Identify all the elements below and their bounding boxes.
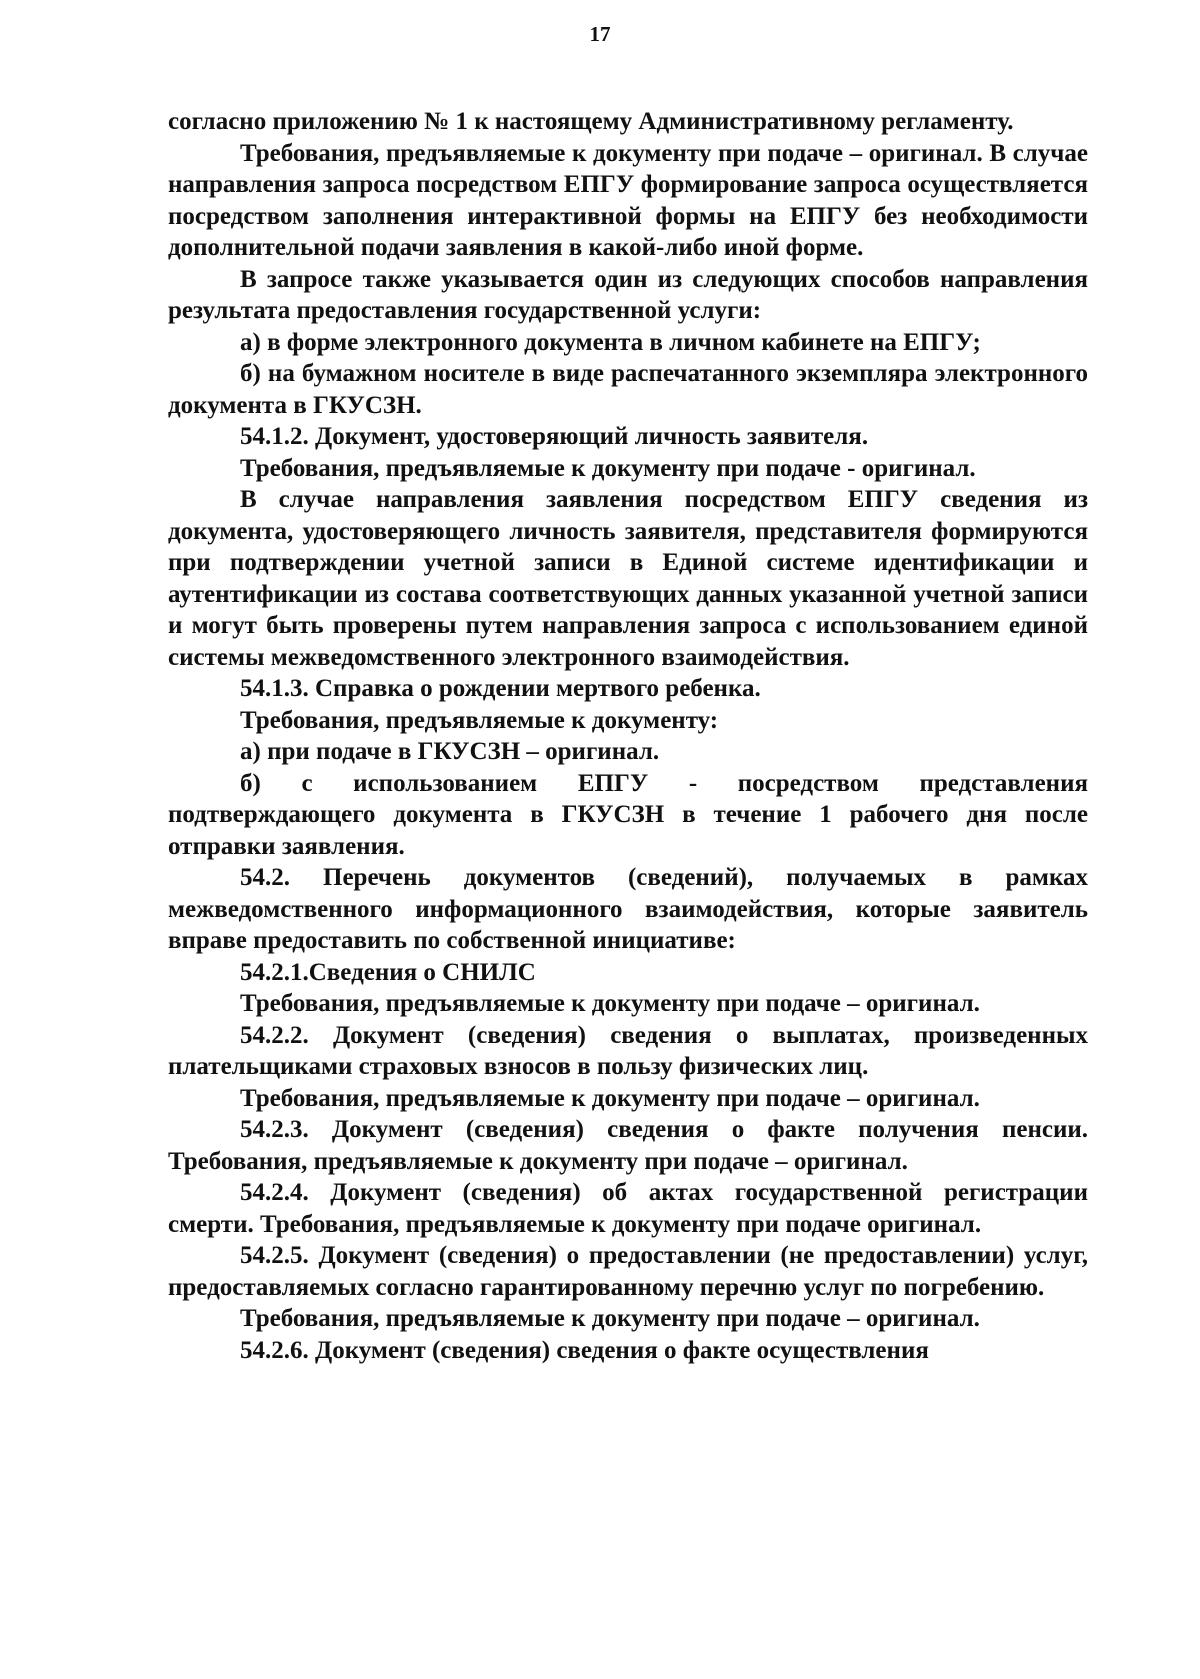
section-heading: 54.2.6. Документ (сведения) сведения о факте осуществления bbox=[240, 1336, 929, 1364]
paragraph: В случае направления заявления посредством ЕПГУ сведения из документа, удостоверяющего личность заявителя, представителя формируются при подтверждении учетной записи в Единой системе идентификации и аутентификации из состава соответствующих данных указанной учетной записи и могут быть проверены путем направления запроса с использованием единой системы межведомственного электронного взаимодействия. bbox=[168, 486, 1088, 671]
paragraph: согласно приложению № 1 к настоящему Административному регламенту. bbox=[168, 108, 1014, 135]
section-heading: 54.2. Перечень документов (сведений), получаемых в рамках межведомственного информационного взаимодействия, которые заявитель вправе предоставить по собственной инициативе: bbox=[168, 864, 1088, 954]
paragraph: Требования, предъявляемые к документу при подаче – оригинал. bbox=[240, 990, 980, 1017]
paragraph: В запросе также указывается один из следующих способов направления результата предоставления государственной услуги: bbox=[168, 265, 1088, 324]
section-heading: 54.2.4. Документ (сведения) об актах государственной регистрации смерти. Требования, предъявляемые к документу при подаче оригинал. bbox=[168, 1179, 1088, 1238]
paragraph: Требования, предъявляемые к документу при подаче – оригинал. bbox=[240, 1084, 980, 1112]
paragraph: Требования, предъявляемые к документу при подаче - оригинал. bbox=[240, 454, 976, 482]
page-number: 17 bbox=[589, 22, 611, 46]
section-heading: 54.2.2. Документ (сведения) сведения о выплатах, произведенных плательщиками страховых взносов в пользу физических лиц. bbox=[168, 1021, 1088, 1080]
paragraph: Требования, предъявляемые к документу при подаче – оригинал. bbox=[240, 1305, 980, 1332]
paragraph: Требования, предъявляемые к документу: bbox=[240, 706, 719, 734]
list-item: б) с использованием ЕПГУ - посредством представления подтверждающего документа в ГКУСЗН в течение 1 рабочего дня после отправки заявления. bbox=[168, 769, 1088, 860]
section-heading: 54.2.3. Документ (сведения) сведения о факте получения пенсии. Требования, предъявляемые к документу при подаче – оригинал. bbox=[168, 1116, 1088, 1175]
paragraph: Требования, предъявляемые к документу при подаче – оригинал. В случае направления запроса посредством ЕПГУ формирование запроса осуществляется посредством заполнения интерактивной формы на ЕПГУ без необходимости дополнительной подачи заявления в какой-либо иной форме. bbox=[168, 139, 1088, 261]
document-body bbox=[168, 106, 1088, 1366]
section-heading: 54.1.2. Документ, удостоверяющий личность заявителя. bbox=[240, 423, 869, 450]
section-heading: 54.1.3. Справка о рождении мертвого ребенка. bbox=[240, 675, 761, 702]
section-heading: 54.2.5. Документ (сведения) о предоставлении (не предоставлении) услуг, предоставляемых согласно гарантированному перечню услуг по погребению. bbox=[168, 1242, 1088, 1301]
section-heading: 54.2.1.Сведения о СНИЛС bbox=[240, 958, 536, 986]
list-item: б) на бумажном носителе в виде распечатанного экземпляра электронного документа в ГКУСЗН. bbox=[168, 360, 1088, 419]
list-item: а) при подаче в ГКУСЗН – оригинал. bbox=[240, 738, 660, 765]
list-item: а) в форме электронного документа в личном кабинете на ЕПГУ; bbox=[240, 328, 981, 356]
